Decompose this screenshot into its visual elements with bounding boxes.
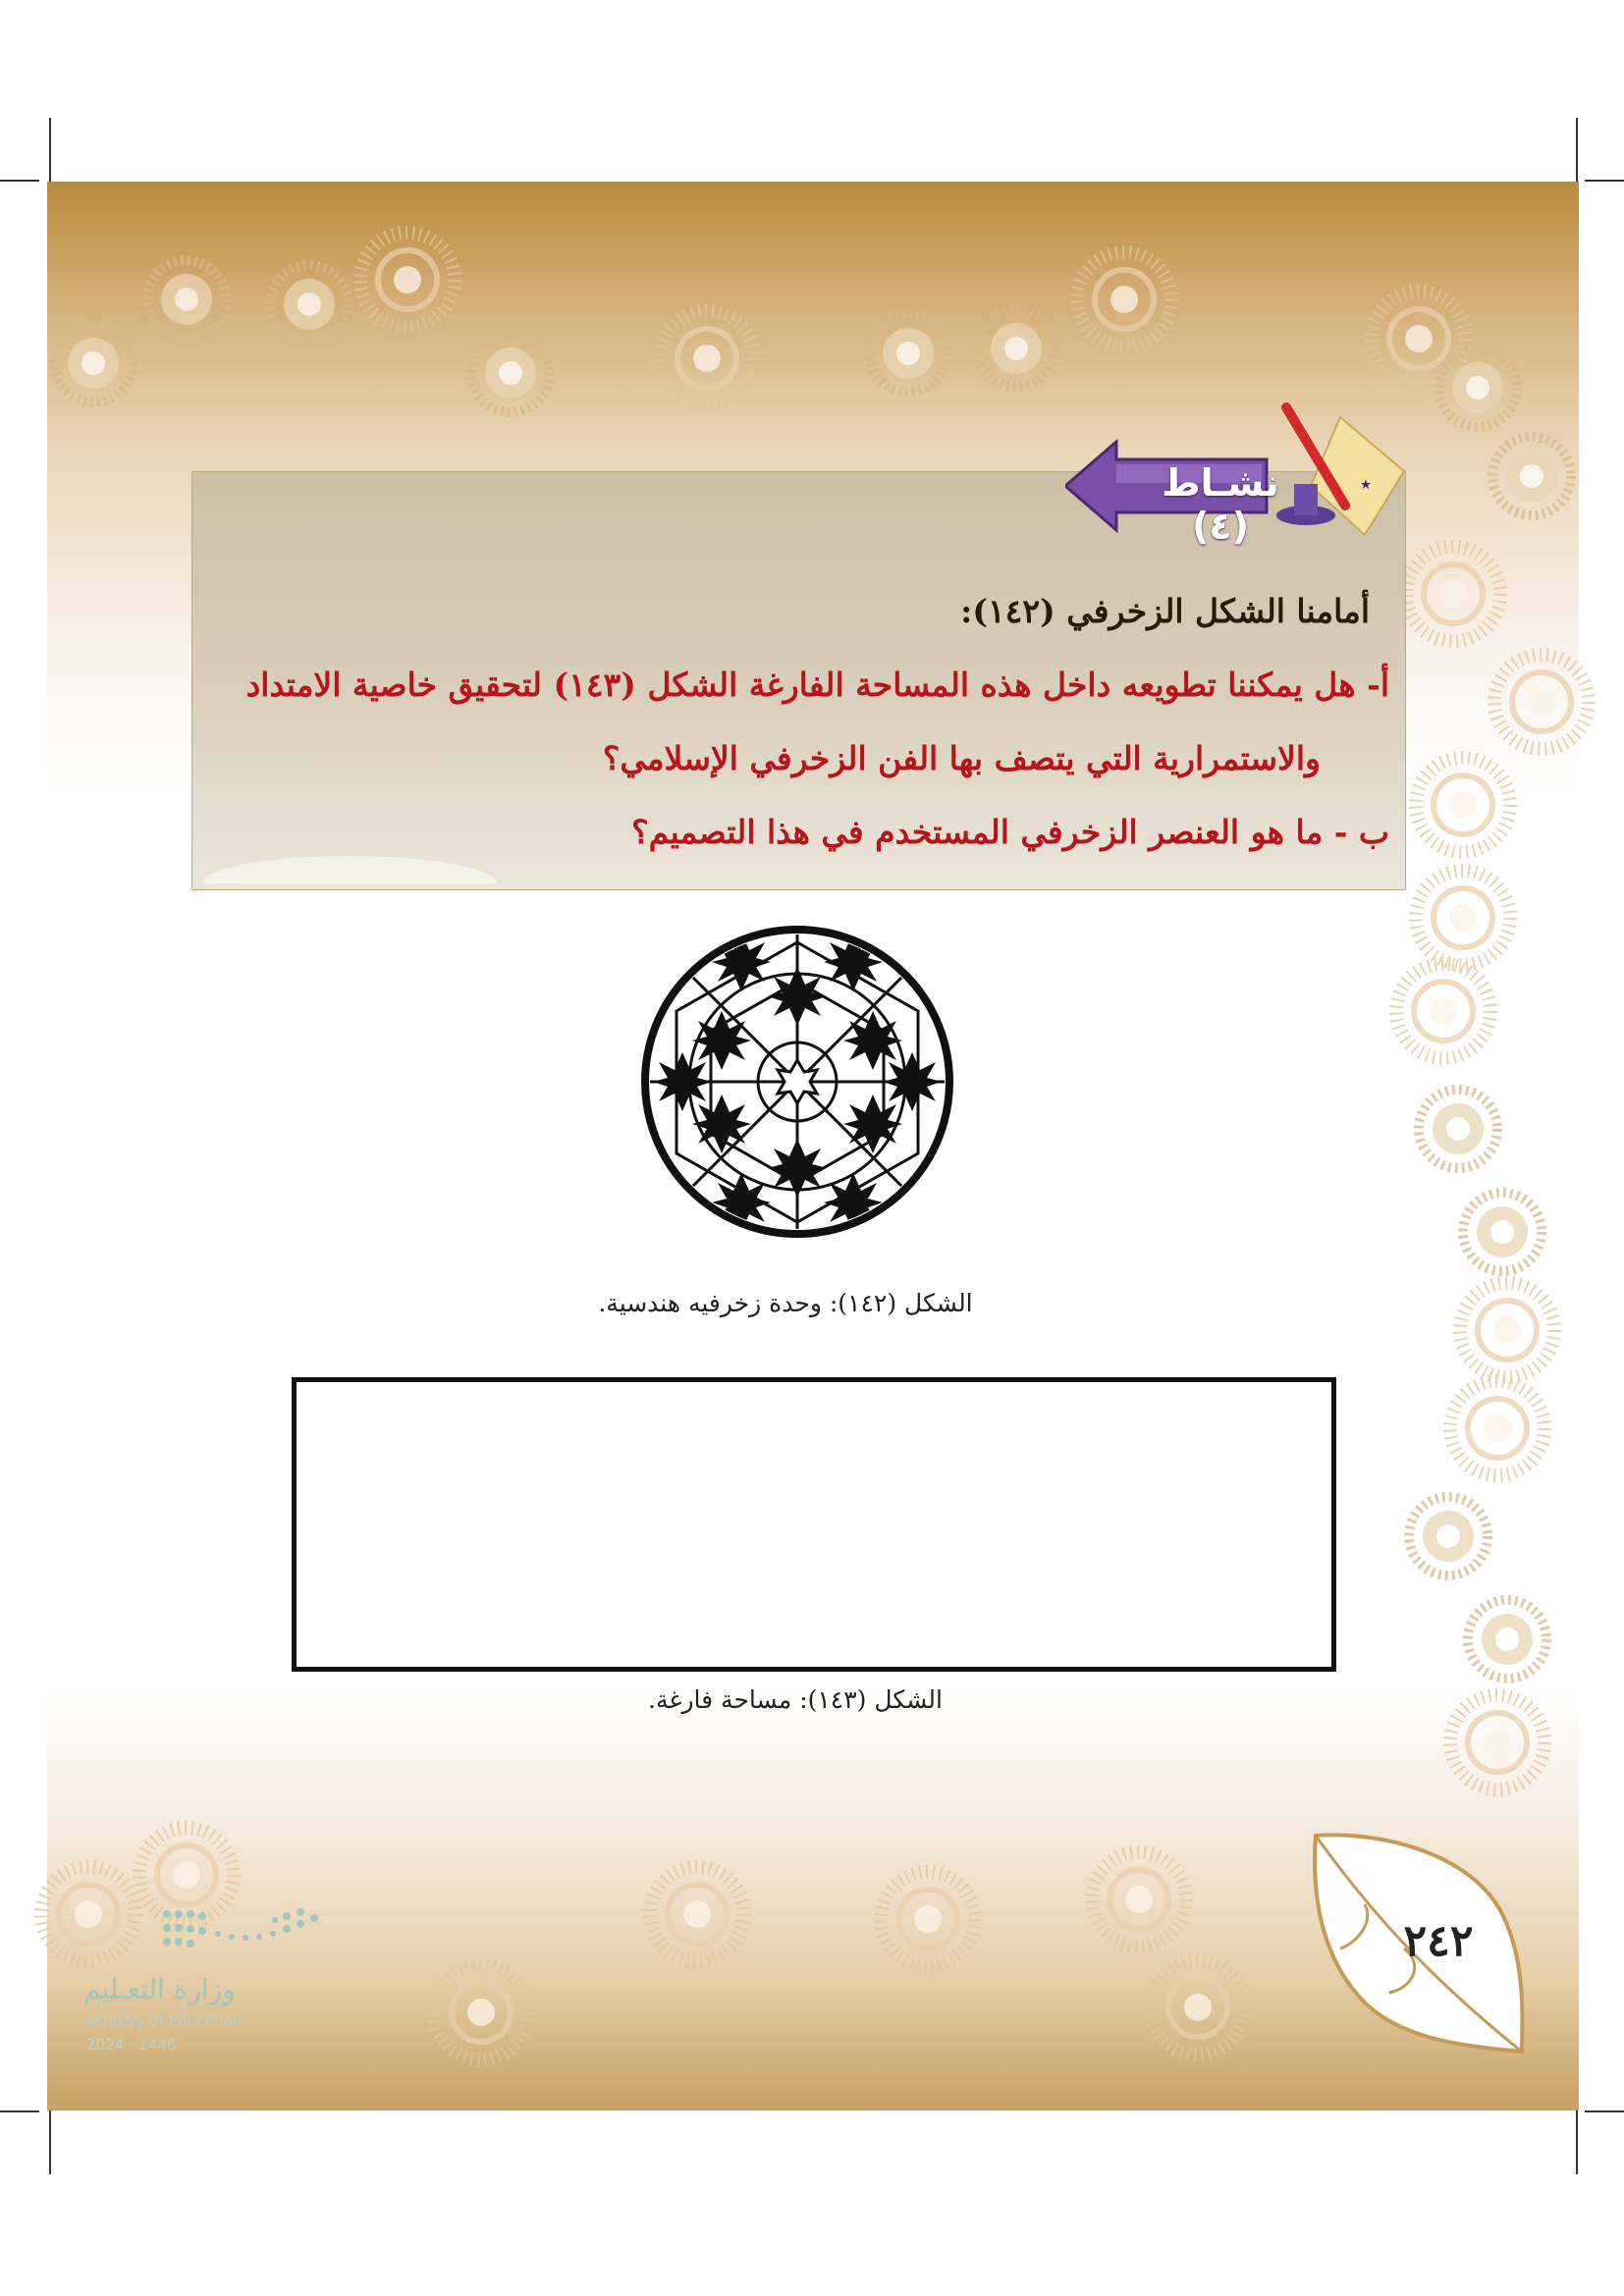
geometric-rosette-figure	[623, 923, 972, 1242]
figure-142-caption: الشكل (١٤٢): وحدة زخرفيه هندسية.	[598, 1289, 973, 1317]
activity-badge-label: نشـاط (٤)	[1162, 461, 1279, 548]
question-a-line2: والاستمرارية التي يتصف بها الفن الزخرفي الإسلامي؟	[602, 739, 1321, 777]
ministry-year: 2024 - 1446	[86, 2036, 177, 2054]
question-a-line1: أ- هل يمكننا تطويعه داخل هذه المساحة الفارغة الشكل (١٤٣) لتحقيق خاصية الامتداد	[245, 666, 1389, 704]
question-b: ب - ما هو العنصر الزخرفي المستخدم في هذا التصميم؟	[631, 813, 1389, 851]
figure-143-caption: الشكل (١٤٣): مساحة فارغة.	[648, 1685, 943, 1714]
ministry-name-english: Ministry of Education	[86, 2012, 243, 2030]
empty-space-figure-143	[292, 1377, 1336, 1672]
activity-text	[206, 574, 1389, 869]
activity-intro: أمامنا الشكل الزخرفي (١٤٢):	[960, 592, 1370, 630]
ministry-logo-icon	[157, 1904, 324, 1963]
page-number: ٢٤٢	[1403, 1916, 1474, 1966]
ministry-name-arabic: وزارة التعـليم	[83, 1973, 236, 2005]
svg-text:٭: ٭	[1360, 472, 1372, 497]
